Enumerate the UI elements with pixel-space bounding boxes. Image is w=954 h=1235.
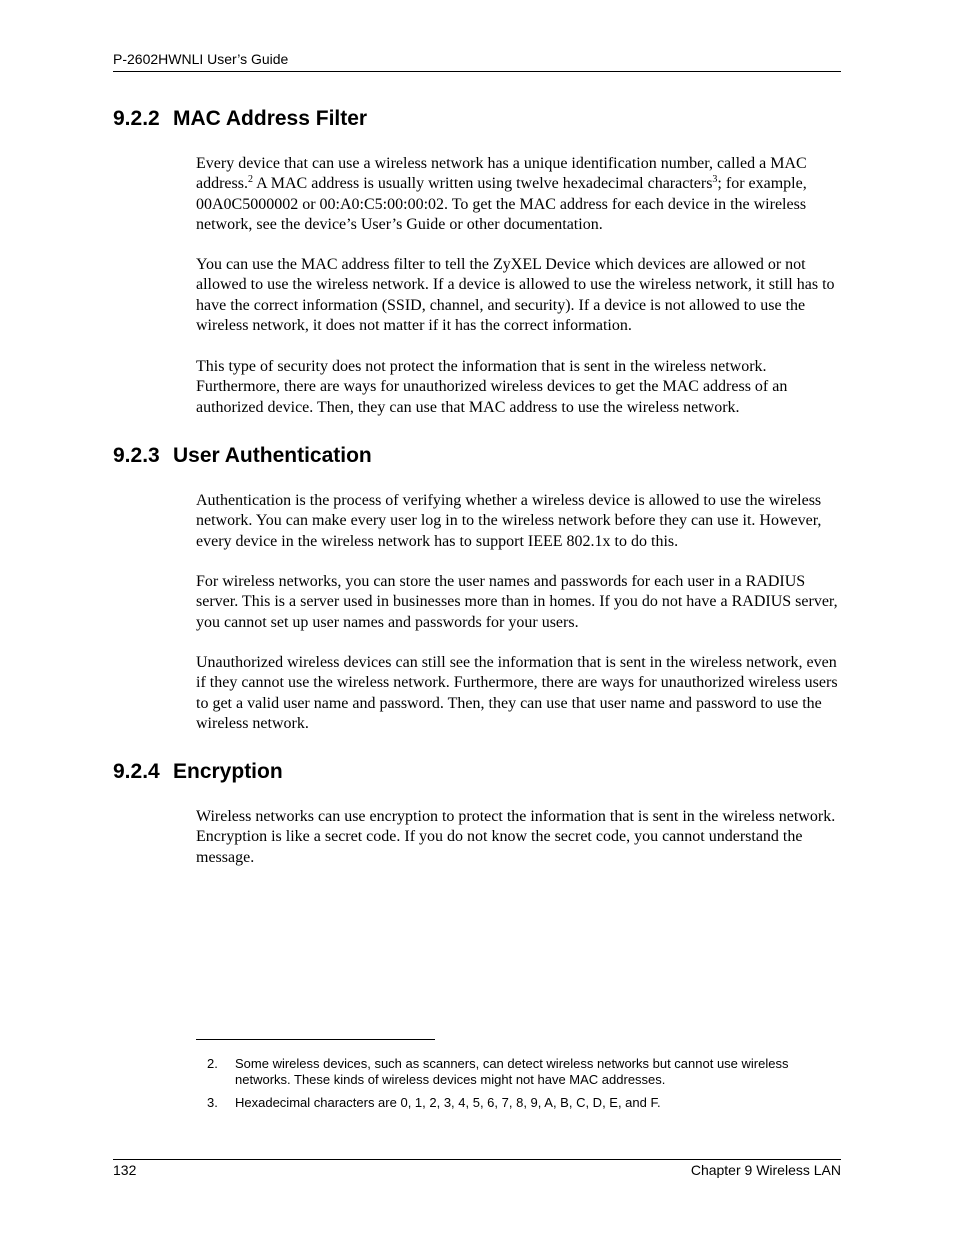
section-heading-encryption [113, 759, 283, 785]
section-number: 9.2.2 [113, 107, 160, 130]
paragraph: You can use the MAC address filter to tell the ZyXEL Device which devices are allowed or not allowed to use the wireless network. If a device is allowed to use the wireless network, it still has to have the correct information (SSID, channel, and security). If a device is not allowed to use the wireless network, it does not matter if it has the correct information. [196, 256, 835, 334]
footer-divider [113, 1159, 841, 1160]
footnote-number: 2. [207, 1056, 218, 1071]
section-title: MAC Address Filter [173, 107, 368, 130]
paragraph-text: Every device that can use a wireless network has a unique identification number, called a MAC address. [196, 155, 807, 193]
section-heading-user-authentication [113, 443, 372, 469]
footnote-divider [196, 1039, 435, 1040]
header-divider [113, 71, 841, 72]
section-heading-mac-address-filter [113, 106, 367, 132]
paragraph-text: ; for example, 00A0C5000002 or 00:A0:C5:00:00:02. To get the MAC address for each device in the wireless network, see the device’s User’s Guide or other documentation. [196, 175, 807, 233]
paragraph [196, 154, 844, 235]
paragraph: Authentication is the process of verifying whether a wireless device is allowed to use the wireless network. You can make every user log in to the wireless network before they can use it. However, every device in the wireless network has to support IEEE 802.1x to do this. [196, 492, 822, 550]
footnote-number: 3. [207, 1095, 218, 1110]
section-title: Encryption [173, 760, 283, 783]
footnote-text: Hexadecimal characters are 0, 1, 2, 3, 4, 5, 6, 7, 8, 9, A, B, C, D, E, and F. [235, 1095, 661, 1110]
paragraph: Wireless networks can use encryption to protect the information that is sent in the wireless network. Encryption is like a secret code. If you do not know the secret code, you cannot understand the message. [196, 808, 836, 866]
paragraph-text: A MAC address is usually written using twelve hexadecimal characters [252, 175, 713, 193]
paragraph: Unauthorized wireless devices can still see the information that is sent in the wireless network, even if they cannot use the wireless network. Furthermore, there are ways for unauthorized wireless users to get a valid user name and password. Then, they can use that user name and password to use the wireless network. [196, 654, 838, 732]
paragraph: For wireless networks, you can store the user names and passwords for each user in a RADIUS server. This is a server used in businesses more than in homes. If you do not have a RADIUS server, you cannot set up user names and passwords for your users. [196, 573, 838, 631]
footnote-text: Some wireless devices, such as scanners, can detect wireless networks but cannot use wireless networks. These kinds of wireless devices might not have MAC addresses. [235, 1056, 789, 1087]
chapter-title: Chapter 9 Wireless LAN [690, 1162, 841, 1178]
section-number: 9.2.3 [113, 444, 160, 467]
footnote [207, 1056, 847, 1087]
section-number: 9.2.4 [113, 760, 160, 783]
footnote [207, 1095, 847, 1111]
page-number: 132 [113, 1162, 137, 1178]
running-header: P-2602HWNLI User’s Guide [113, 51, 289, 67]
section-title: User Authentication [173, 444, 372, 467]
paragraph: This type of security does not protect the information that is sent in the wireless network. Furthermore, there are ways for unauthorized wireless devices to get the MAC address of an authorized device. Then, they can use that MAC address to use the wireless network. [196, 358, 788, 416]
footnote-ref[interactable]: 2 [247, 174, 253, 186]
footnote-ref[interactable]: 3 [712, 174, 718, 186]
